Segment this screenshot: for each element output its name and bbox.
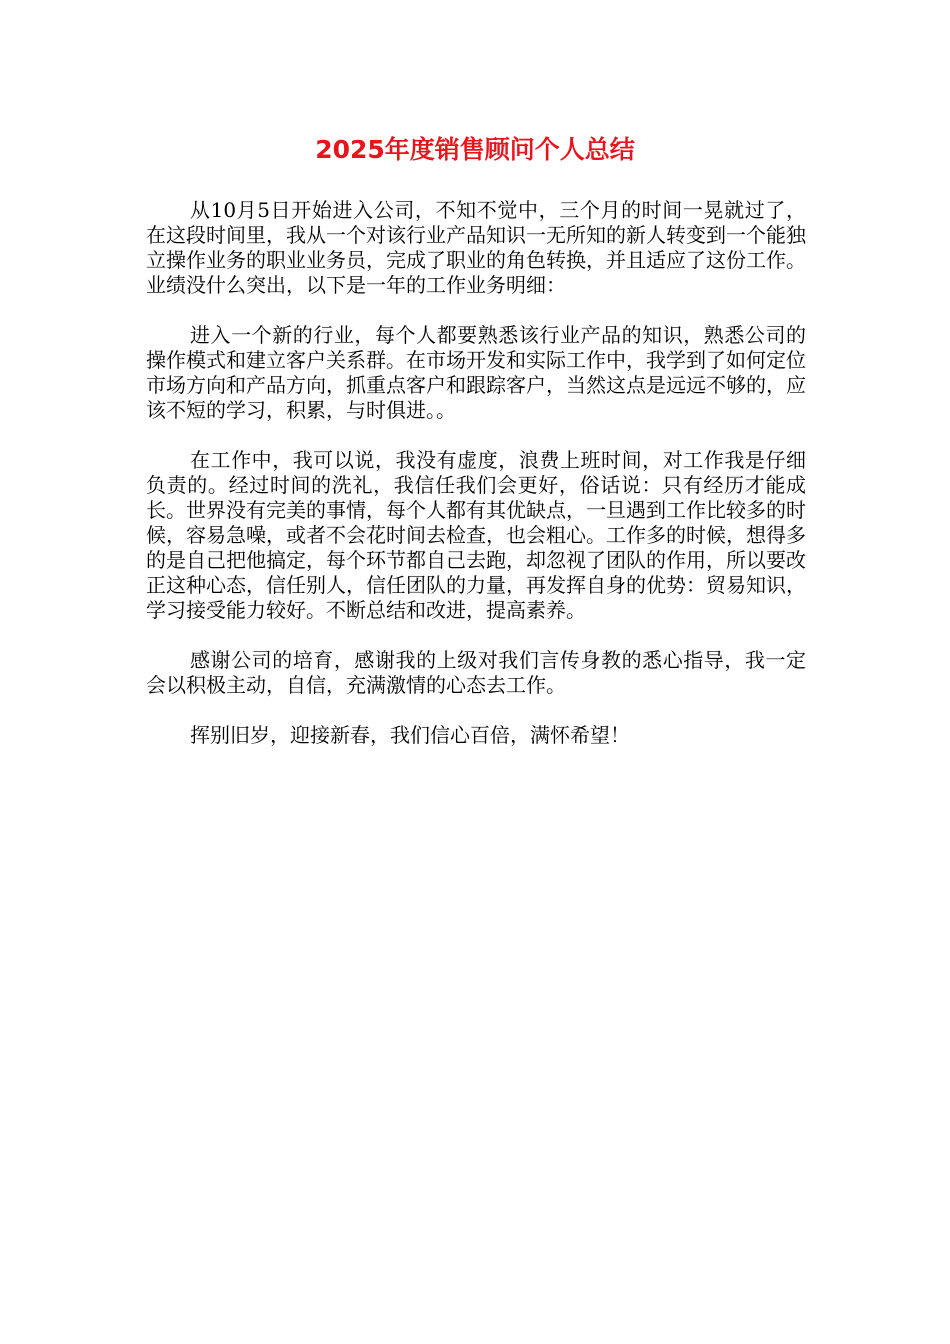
paragraph-4: 感谢公司的培育，感谢我的上级对我们言传身教的悉心指导，我一定会以积极主动，自信，充满激情的心态去工作。 <box>146 648 806 697</box>
document-body <box>146 198 806 773</box>
paragraph-1: 从10月5日开始进入公司，不知不觉中，三个月的时间一晃就过了，在这段时间里，我从一个对该行业产品知识一无所知的新人转变到一个能独立操作业务的职业业务员，完成了职业的角色转换，并且适应了这份工作。业绩没什么突出，以下是一年的工作业务明细： <box>146 198 806 297</box>
paragraph-5: 挥别旧岁，迎接新春，我们信心百倍，满怀希望！ <box>190 723 630 747</box>
paragraph-2: 进入一个新的行业，每个人都要熟悉该行业产品的知识，熟悉公司的操作模式和建立客户关系群。在市场开发和实际工作中，我学到了如何定位市场方向和产品方向，抓重点客户和跟踪客户，当然这点是远远不够的，应该不短的学习，积累，与时俱进。。 <box>146 323 806 422</box>
document-title: 2025年度销售顾问个人总结 <box>315 135 635 164</box>
paragraph-3: 在工作中，我可以说，我没有虚度，浪费上班时间，对工作我是仔细负责的。经过时间的洗礼，我信任我们会更好，俗话说：只有经历才能成长。世界没有完美的事情，每个人都有其优缺点，一旦遇到工作比较多的时候，容易急噪，或者不会花时间去检查，也会粗心。工作多的时候，想得多的是自己把他搞定，每个环节都自己去跑，却忽视了团队的作用，所以要改正这种心态，信任别人，信任团队的力量，再发挥自身的优势：贸易知识，学习接受能力较好。不断总结和改进，提高素养。 <box>146 448 806 622</box>
